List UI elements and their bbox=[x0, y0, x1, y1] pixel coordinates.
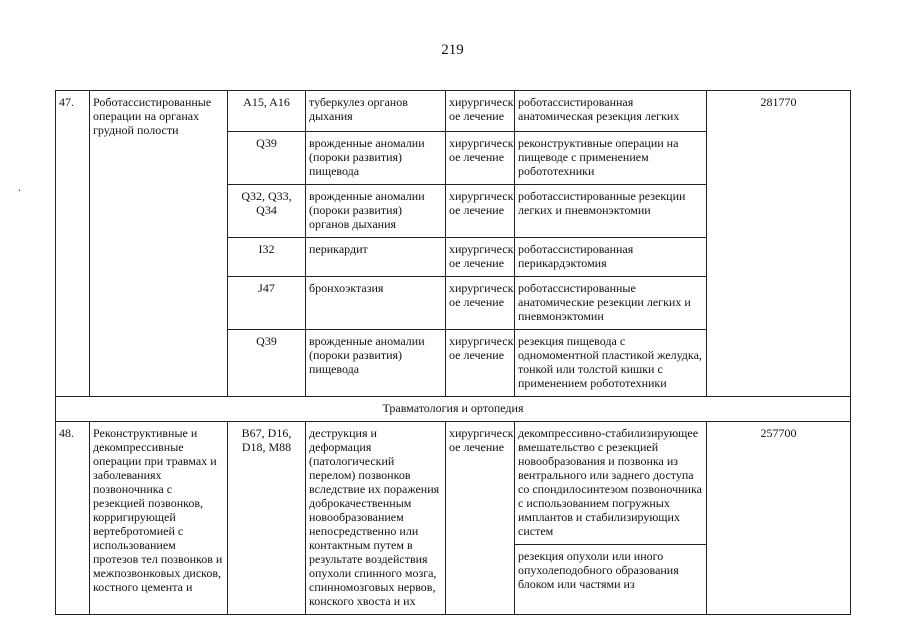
service-name: Реконструктивные и декомпрессивные операции при травмах и заболеваниях позвоночника с резекцией позвонков, корригирующей вертебротомией с использованием протезов тел позвонков и межпозвонковых дисков, костного цемента и bbox=[90, 422, 228, 615]
table-row bbox=[56, 91, 851, 132]
treatment-type: хирургическ ое лечение bbox=[446, 132, 515, 185]
treatment-type: хирургическ ое лечение bbox=[446, 238, 515, 277]
treatment-method: резекция пищевода с одномоментной пластикой желудка, тонкой или толстой кишки с применением робототехники bbox=[515, 330, 707, 397]
service-name: Роботассистированные операции на органах грудной полости bbox=[90, 91, 228, 397]
treatment-method: реконструктивные операции на пищеводе с применением робототехники bbox=[515, 132, 707, 185]
treatment-type: хирургическ ое лечение bbox=[446, 91, 515, 132]
treatment-method: роботассистированные анатомические резекции легких и пневмонэктомии bbox=[515, 277, 707, 330]
icd-code: J47 bbox=[228, 277, 306, 330]
icd-code: A15, A16 bbox=[228, 91, 306, 132]
row-number: 47. bbox=[56, 91, 90, 397]
section-row bbox=[56, 397, 851, 422]
icd-code: B67, D16, D18, M88 bbox=[228, 422, 306, 615]
treatment-method: роботассистированная анатомическая резекция легких bbox=[515, 91, 707, 132]
icd-code: I32 bbox=[228, 238, 306, 277]
treatment-method: роботассистированные резекции легких и пневмонэктомии bbox=[515, 185, 707, 238]
diagnosis: врожденные аномалии (пороки развития) пищевода bbox=[306, 330, 446, 397]
diagnosis: врожденные аномалии (пороки развития) пищевода bbox=[306, 132, 446, 185]
price: 257700 bbox=[707, 422, 851, 615]
row-number: 48. bbox=[56, 422, 90, 615]
diagnosis: туберкулез органов дыхания bbox=[306, 91, 446, 132]
medical-services-table bbox=[55, 90, 851, 615]
icd-code: Q39 bbox=[228, 330, 306, 397]
icd-code: Q39 bbox=[228, 132, 306, 185]
treatment-method: резекция опухоли или иного опухолеподобного образования блоком или частями из bbox=[515, 545, 707, 615]
diagnosis: бронхоэктазия bbox=[306, 277, 446, 330]
treatment-method: роботассистированная перикардэктомия bbox=[515, 238, 707, 277]
page-number: 219 bbox=[441, 42, 464, 58]
section-title: Травматология и ортопедия bbox=[56, 397, 851, 422]
diagnosis: перикардит bbox=[306, 238, 446, 277]
stray-mark: . bbox=[18, 180, 21, 194]
treatment-method: декомпрессивно-стабилизирующее вмешательство с резекцией новообразования и позвонка из вентрального или заднего доступа со спондилосинтезом позвоночника с использованием погружных имплантов и стабилизирующих систем bbox=[515, 422, 707, 545]
price: 281770 bbox=[707, 91, 851, 397]
table-row bbox=[56, 422, 851, 545]
diagnosis: деструкция и деформация (патологический перелом) позвонков вследствие их поражения доброкачественным новообразованием непосредственно или контактным путем в результате воздействия опухоли спинного мозга, спинномозговых нервов, конского хвоста и их bbox=[306, 422, 446, 615]
treatment-type: хирургическ ое лечение bbox=[446, 422, 515, 615]
treatment-type: хирургическ ое лечение bbox=[446, 330, 515, 397]
treatment-type: хирургическ ое лечение bbox=[446, 277, 515, 330]
icd-code: Q32, Q33, Q34 bbox=[228, 185, 306, 238]
treatment-type: хирургическ ое лечение bbox=[446, 185, 515, 238]
diagnosis: врожденные аномалии (пороки развития) органов дыхания bbox=[306, 185, 446, 238]
